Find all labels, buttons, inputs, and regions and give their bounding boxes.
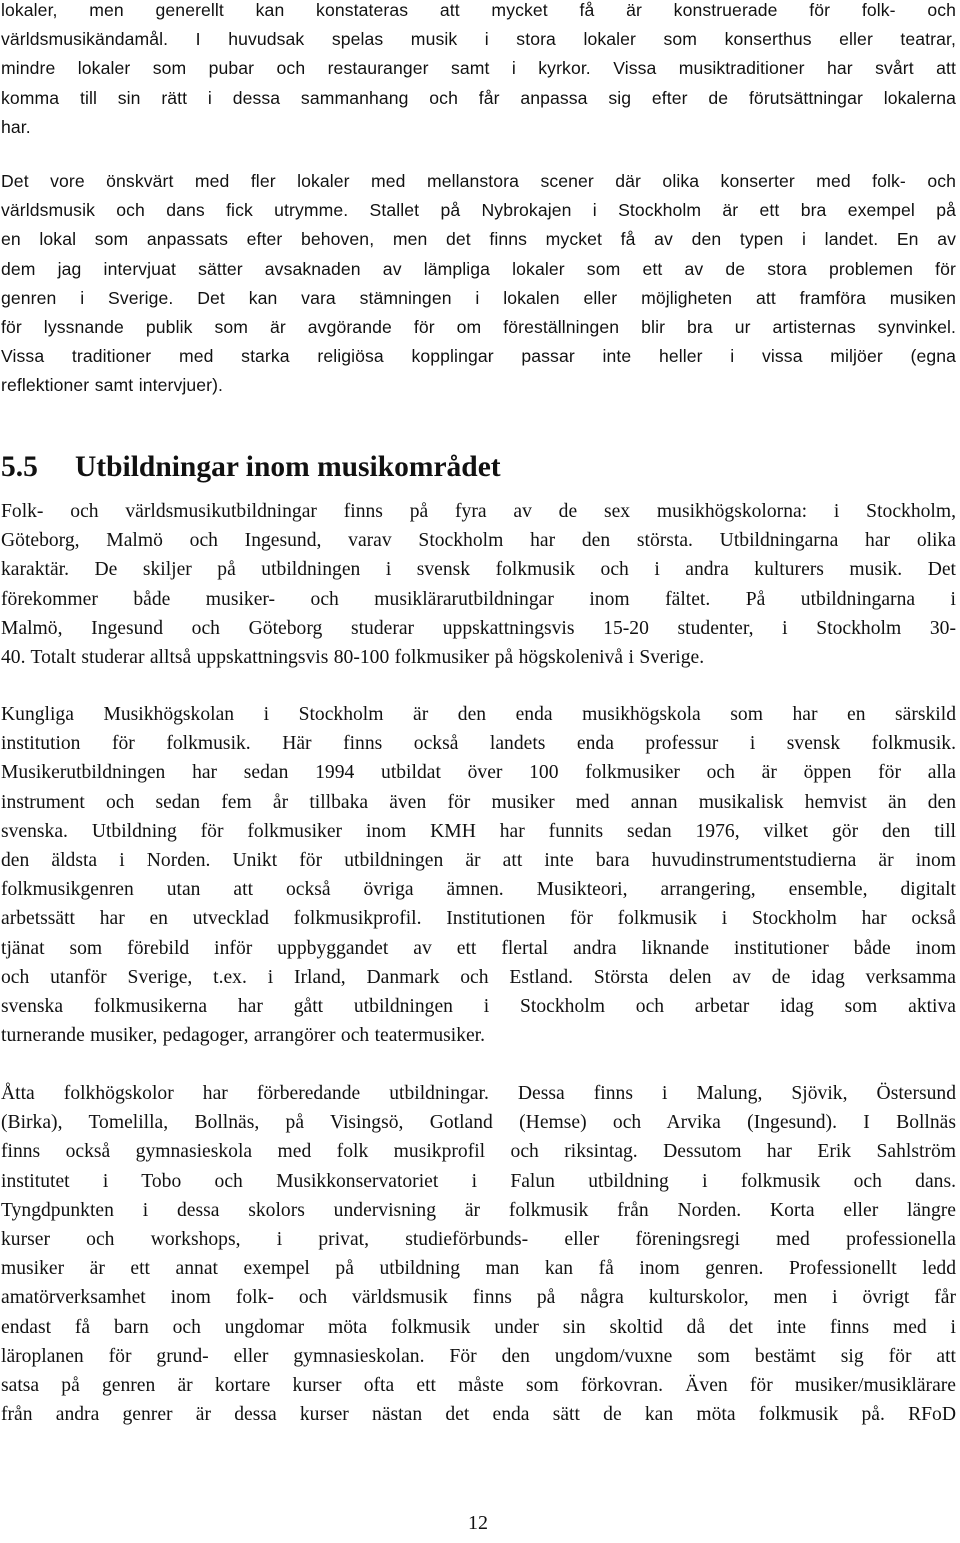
page-number: 12	[468, 1512, 488, 1534]
text-line: världsmusik och dans fick utrymme. Stallet på Nybrokajen i Stockholm är ett bra exempel på	[1, 200, 956, 221]
text-line: från andra genrer är dessa kurser nästan det enda sätt de kan möta folkmusik på. RFoD	[1, 1404, 956, 1426]
section-number: 5.5	[1, 451, 38, 483]
paragraph-venues-intro	[1, 0, 956, 142]
text-line: kurser och workshops, i privat, studieförbunds- eller föreningsregi med professionella	[1, 1229, 956, 1251]
paragraph-venues-needs	[1, 167, 956, 401]
text-line: en lokal som anpassats efter behoven, men det finns mycket få av den typen i landet. En av	[1, 229, 956, 250]
section-heading	[1, 447, 501, 487]
paragraph-folk-high-schools	[1, 1079, 956, 1429]
text-line: finns också gymnasieskola med folk musikprofil och riksintag. Dessutom har Erik Sahlström	[1, 1141, 956, 1163]
section-title: Utbildningar inom musikområdet	[75, 451, 501, 483]
text-line: satsa på genren är kortare kurser ofta ett måste som förkovran. Även för musiker/musiklärare	[1, 1375, 956, 1397]
text-line: Tyngdpunkten i dessa skolors undervisning är folkmusik från Norden. Korta eller längre	[1, 1199, 956, 1221]
text-line: turnerande musiker, pedagoger, arrangörer och teatermusiker.	[1, 1025, 486, 1047]
text-line: läroplanen för grund- eller gymnasieskolan. För den ungdom/vuxne som bestämt sig för att	[1, 1345, 956, 1367]
text-line: svenska. Utbildning för folkmusiker inom KMH har funnits sedan 1976, vilket gör den till	[1, 820, 956, 842]
text-line: och utanför Sverige, t.ex. i Irland, Danmark och Estland. Största delen av de idag verksamma	[1, 966, 956, 988]
text-line: institutet i Tobo och Musikkonservatoriet i Falun utbildning i folkmusik och dans.	[1, 1170, 956, 1192]
text-line: världsmusikändamål. I huvudsak spelas musik i stora lokaler som konserthus eller teatrar,	[1, 29, 956, 50]
text-line: Kungliga Musikhögskolan i Stockholm är den enda musikhögskola som har en särskild	[1, 704, 956, 725]
text-line: förekommer både musiker- och musiklärarutbildningar inom fältet. På utbildningarna i	[1, 588, 956, 610]
text-line: folkmusikgenren utan att också övriga ämnen. Musikteori, arrangering, ensemble, digitalt	[1, 879, 956, 901]
text-line: endast få barn och ungdomar möta folkmusik under sin skoltid då det inte finns med i	[1, 1316, 956, 1338]
text-line: karaktär. De skiljer på utbildningen i svensk folkmusik och i andra kulturers musik. Det	[1, 559, 956, 581]
text-line: den äldsta i Norden. Unikt för utbildningen är att inte bara huvudinstrumentstudierna är inom	[1, 850, 956, 872]
text-line: har.	[1, 116, 31, 137]
text-line: svenska folkmusikerna har gått utbildningen i Stockholm och arbetar idag som aktiva	[1, 996, 956, 1018]
text-line: Musikerutbildningen har sedan 1994 utbildat över 100 folkmusiker och är öppen för alla	[1, 762, 956, 784]
text-line: Åtta folkhögskolor har förberedande utbildningar. Dessa finns i Malung, Sjövik, Östersund	[1, 1083, 956, 1104]
paragraph-music-colleges	[1, 497, 956, 672]
text-line: Folk- och världsmusikutbildningar finns på fyra av de sex musikhögskolorna: i Stockholm,	[1, 501, 956, 522]
text-line: reflektioner samt intervjuer).	[1, 375, 224, 396]
text-line: arbetssätt har en utvecklad folkmusikprofil. Institutionen för folkmusik i Stockholm har också	[1, 908, 956, 930]
text-line: för lyssnande publik som är avgörande för om föreställningen blir bra ur artisternas synvinkel.	[1, 317, 956, 338]
text-line: genren i Sverige. Det kan vara stämningen i lokalen eller möjligheten att framföra musiken	[1, 287, 956, 308]
text-line: mindre lokaler som pubar och restauranger samt i kyrkor. Vissa musiktraditioner har svårt att	[1, 58, 956, 79]
text-line: instrument och sedan fem år tillbaka även för musiker med annan musikalisk hemvist än den	[1, 791, 956, 813]
text-line: lokaler, men generellt kan konstateras att mycket få är konstruerade för folk- och	[1, 0, 956, 20]
text-line: institution för folkmusik. Här finns också landets enda professur i svensk folkmusik.	[1, 733, 956, 755]
text-line: musiker är ett annat exempel på utbildning man kan få inom genren. Professionellt ledd	[1, 1258, 956, 1280]
text-line: tjänat som förebild inför uppbyggandet av ett flertal andra liknande institutioner både inom	[1, 937, 956, 959]
text-line: (Birka), Tomelilla, Bollnäs, på Visingsö, Gotland (Hemse) och Arvika (Ingesund). I Bollnäs	[1, 1112, 956, 1134]
text-line: komma till sin rätt i dessa sammanhang och får anpassa sig efter de förutsättningar lokalerna	[1, 87, 956, 108]
text-line: Det vore önskvärt med fler lokaler med mellanstora scener där olika konserter med folk- och	[1, 171, 956, 191]
text-line: amatörverksamhet inom folk- och världsmusik finns på några kulturskolor, men i övrigt får	[1, 1287, 956, 1309]
text-line: Göteborg, Malmö och Ingesund, varav Stockholm har den största. Utbildningarna har olika	[1, 530, 956, 552]
text-line: dem jag intervjuat sätter avsaknaden av lämpliga lokaler som ett av de stora problemen för	[1, 258, 956, 279]
text-line: 40. Totalt studerar alltså uppskattningsvis 80-100 folkmusiker på högskolenivå i Sverige.	[1, 647, 705, 669]
text-line: Vissa traditioner med starka religiösa kopplingar passar inte heller i vissa miljöer (egna	[1, 346, 956, 367]
paragraph-kmh	[1, 700, 956, 1050]
text-line: Malmö, Ingesund och Göteborg studerar uppskattningsvis 15-20 studenter, i Stockholm 30-	[1, 617, 956, 639]
